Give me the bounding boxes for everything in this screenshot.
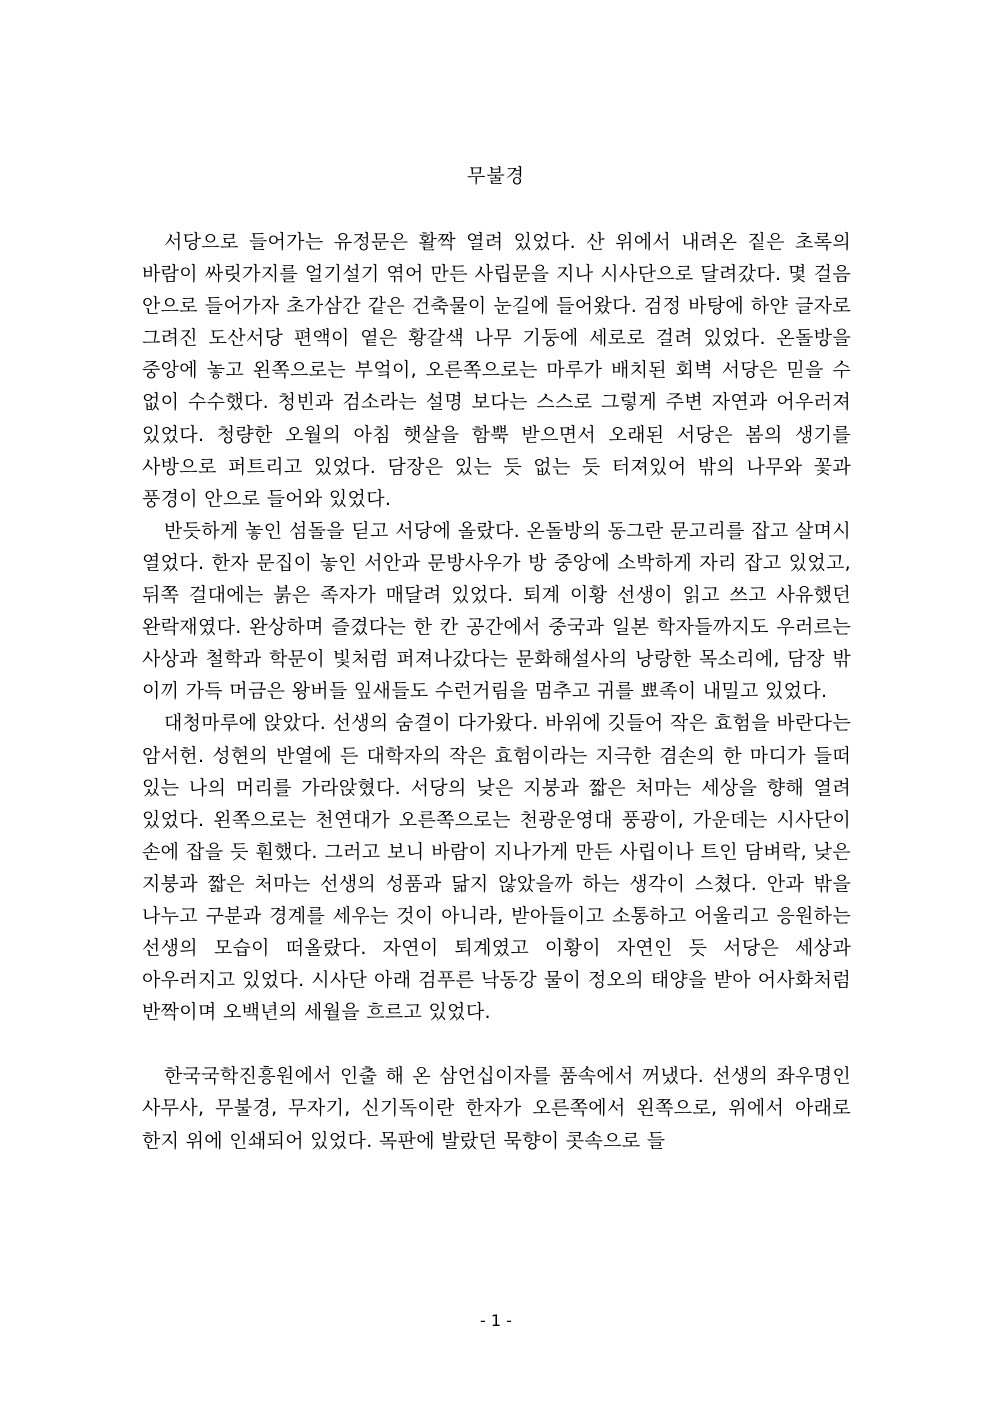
document-title: 무불경 (466, 165, 526, 187)
document-body (142, 226, 851, 1157)
page-number: - 1 - (480, 1311, 512, 1330)
paragraph: 한국국학진흥원에서 인출 해 온 삼언십이자를 품속에서 꺼냈다. 선생의 좌우명인 사무사, 무불경, 무자기, 신기독이란 한자가 오른쪽에서 왼쪽으로, 위에서 아래로 한지 위에 인쇄되어 있었다. 목판에 발랐던 묵향이 콧속으로 들 (142, 1065, 851, 1152)
paragraph: 서당으로 들어가는 유정문은 활짝 열려 있었다. 산 위에서 내려온 짙은 초록의 바람이 싸릿가지를 얼기설기 엮어 만든 사립문을 지나 시사단으로 달려갔다. 몇 걸음 안으로 들어가자 초가삼간 같은 건축물이 눈길에 들어왔다. 검정 바탕에 하얀 글자로 그려진 도산서당 편액이 옅은 황갈색 나무 기둥에 세로로 걸려 있었다. 온돌방을 중앙에 놓고 왼쪽으로는 부엌이, 오른쪽으로는 마루가 배치된 회벽 서당은 믿을 수 없이 수수했다. 청빈과 검소라는 설명 보다는 스스로 그렇게 주변 자연과 어우러져 있었다. 청량한 오월의 아침 햇살을 함뿍 받으면서 오래된 서당은 봄의 생기를 사방으로 퍼트리고 있었다. 담장은 있는 듯 없는 듯 터져있어 밖의 나무와 꽃과 풍경이 안으로 들어와 있었다. (142, 231, 851, 510)
paragraph: 대청마루에 앉았다. 선생의 숨결이 다가왔다. 바위에 깃들어 작은 효험을 바란다는 암서헌. 성현의 반열에 든 대학자의 작은 효험이라는 지극한 겸손의 한 마디가 들떠 있는 나의 머리를 가라앉혔다. 서당의 낮은 지붕과 짧은 처마는 세상을 향해 열려 있었다. 왼쪽으로는 천연대가 오른쪽으로는 천광운영대 풍광이, 가운데는 시사단이 손에 잡을 듯 훤했다. 그러고 보니 바람이 지나가게 만든 사립이나 트인 담벼락, 낮은 지붕과 짧은 처마는 선생의 성품과 닮지 않았을까 하는 생각이 스쳤다. 안과 밖을 나누고 구분과 경계를 세우는 것이 아니라, 받아들이고 소통하고 어울리고 응원하는 선생의 모습이 떠올랐다. 자연이 퇴계였고 이황이 자연인 듯 서당은 세상과 아우러지고 있었다. 시사단 아래 검푸른 낙동강 물이 정오의 태양을 받아 어사화처럼 반짝이며 오백년의 세월을 흐르고 있었다. (142, 712, 851, 1024)
paragraph: 반듯하게 놓인 섬돌을 딛고 서당에 올랐다. 온돌방의 동그란 문고리를 잡고 살며시 열었다. 한자 문집이 놓인 서안과 문방사우가 방 중앙에 소박하게 자리 잡고 있었고, 뒤쪽 걸대에는 붉은 족자가 매달려 있었다. 퇴계 이황 선생이 읽고 쓰고 사유했던 완락재였다. 완상하며 즐겼다는 한 칸 공간에서 중국과 일본 학자들까지도 우러르는 사상과 철학과 학문이 빛처럼 퍼져나갔다는 문화해설사의 낭랑한 목소리에, 담장 밖 이끼 가득 머금은 왕버들 잎새들도 수런거림을 멈추고 귀를 뾰족이 내밀고 있었다. (142, 519, 851, 703)
